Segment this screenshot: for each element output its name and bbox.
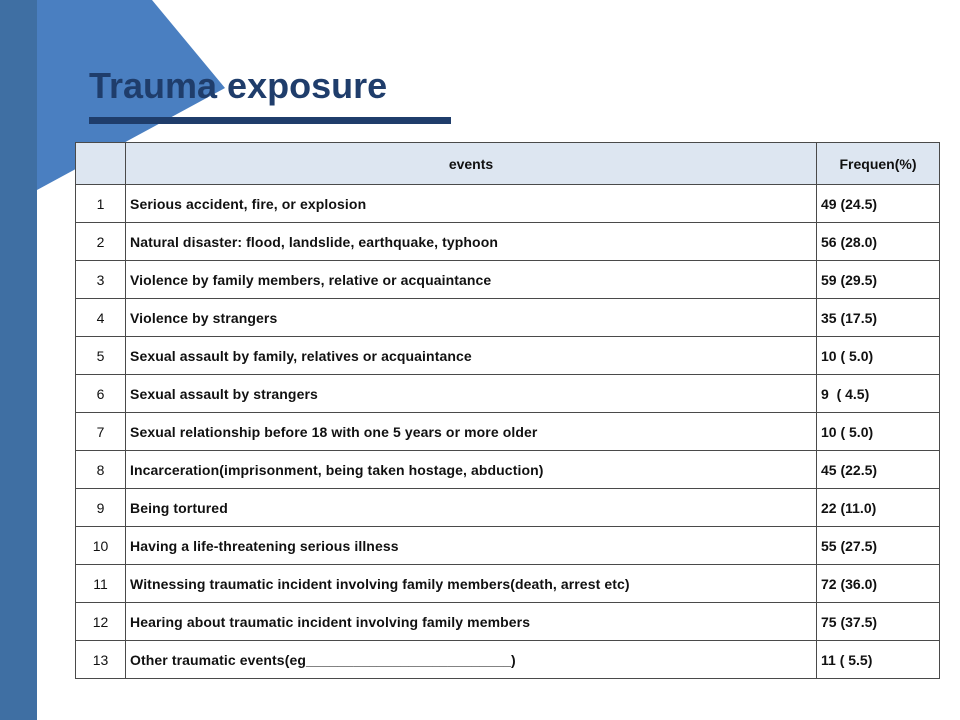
row-event: Sexual assault by strangers [126, 375, 817, 413]
row-number: 11 [76, 565, 126, 603]
row-number: 8 [76, 451, 126, 489]
row-event: Sexual relationship before 18 with one 5 years or more older [126, 413, 817, 451]
table-row [76, 527, 940, 565]
table-row [76, 337, 940, 375]
row-number: 1 [76, 185, 126, 223]
table-row [76, 413, 940, 451]
row-frequency: 22 (11.0) [817, 489, 940, 527]
row-event: Being tortured [126, 489, 817, 527]
table-row [76, 223, 940, 261]
row-frequency: 35 (17.5) [817, 299, 940, 337]
table-row [76, 565, 940, 603]
row-number: 2 [76, 223, 126, 261]
row-frequency: 59 (29.5) [817, 261, 940, 299]
row-event: Other traumatic events(eg__________________________) [126, 641, 817, 679]
row-event: Incarceration(imprisonment, being taken hostage, abduction) [126, 451, 817, 489]
row-event: Violence by strangers [126, 299, 817, 337]
row-frequency: 55 (27.5) [817, 527, 940, 565]
row-frequency: 9 ( 4.5) [817, 375, 940, 413]
row-number: 10 [76, 527, 126, 565]
table-row [76, 299, 940, 337]
table-row [76, 451, 940, 489]
row-number: 3 [76, 261, 126, 299]
row-number: 4 [76, 299, 126, 337]
row-number: 9 [76, 489, 126, 527]
row-frequency: 49 (24.5) [817, 185, 940, 223]
table-row [76, 489, 940, 527]
row-number: 6 [76, 375, 126, 413]
row-number: 13 [76, 641, 126, 679]
table-row [76, 185, 940, 223]
row-event: Hearing about traumatic incident involving family members [126, 603, 817, 641]
row-event: Serious accident, fire, or explosion [126, 185, 817, 223]
row-event: Natural disaster: flood, landslide, earthquake, typhoon [126, 223, 817, 261]
row-number: 5 [76, 337, 126, 375]
title-underline [89, 117, 451, 124]
row-frequency: 56 (28.0) [817, 223, 940, 261]
row-number: 12 [76, 603, 126, 641]
row-frequency: 72 (36.0) [817, 565, 940, 603]
row-number: 7 [76, 413, 126, 451]
row-frequency: 10 ( 5.0) [817, 337, 940, 375]
table-row [76, 375, 940, 413]
row-frequency: 10 ( 5.0) [817, 413, 940, 451]
trauma-events-table [75, 142, 940, 679]
row-event: Having a life-threatening serious illness [126, 527, 817, 565]
row-event: Sexual assault by family, relatives or acquaintance [126, 337, 817, 375]
row-frequency: 75 (37.5) [817, 603, 940, 641]
table-row [76, 603, 940, 641]
header-frequency: Frequen(%) [817, 143, 940, 185]
row-event: Violence by family members, relative or acquaintance [126, 261, 817, 299]
header-events: events [126, 143, 817, 185]
table-row [76, 261, 940, 299]
row-frequency: 11 ( 5.5) [817, 641, 940, 679]
slide-title: Trauma exposure [89, 65, 388, 106]
row-event: Witnessing traumatic incident involving family members(death, arrest etc) [126, 565, 817, 603]
header-number [76, 143, 126, 185]
table-row [76, 641, 940, 679]
table-header-row [76, 143, 940, 185]
row-frequency: 45 (22.5) [817, 451, 940, 489]
